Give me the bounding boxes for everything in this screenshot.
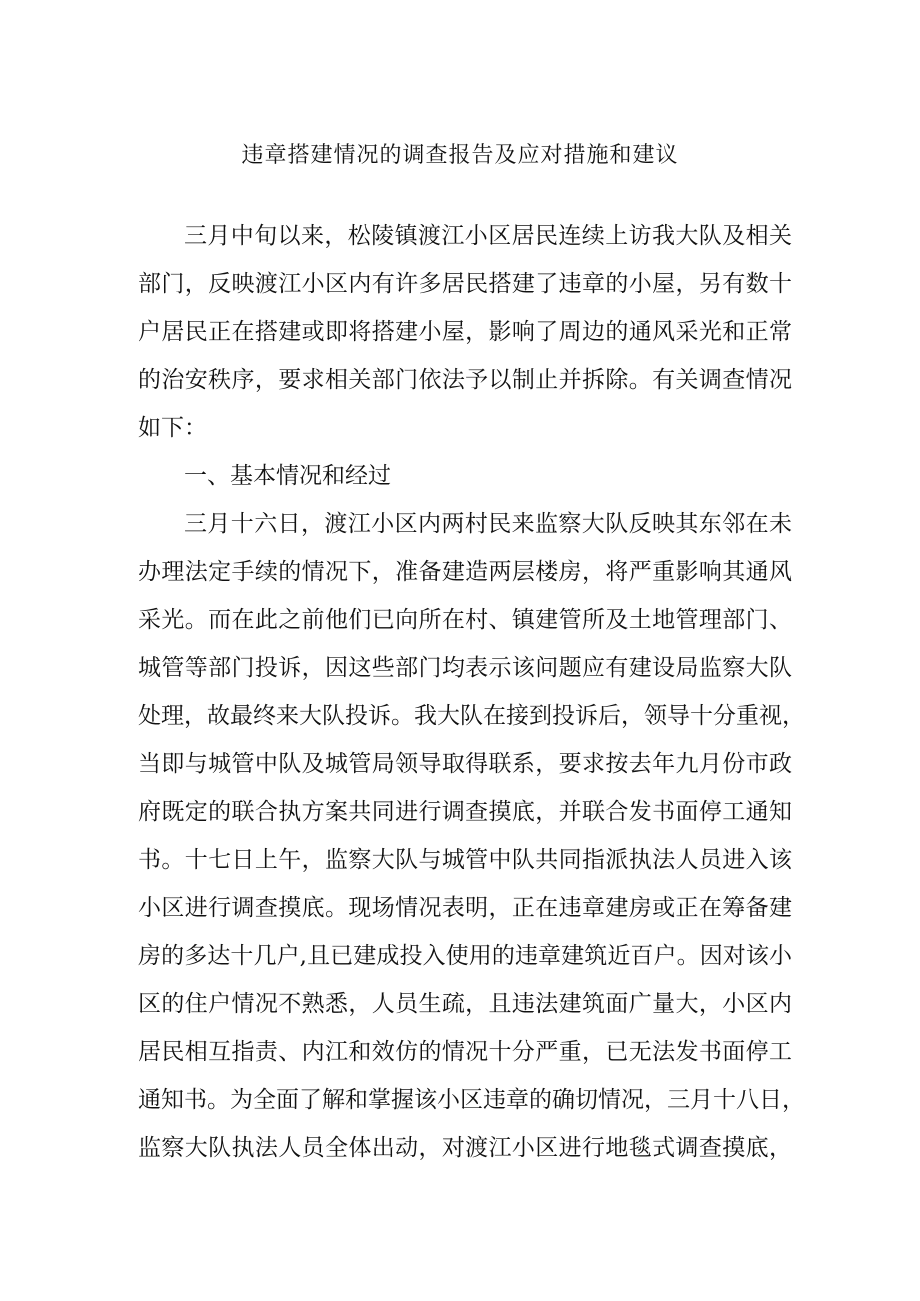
body-line: 采光。而在此之前他们已向所在村、镇建管所及土地管理部门、 [138,607,792,633]
body-line: 处理，故最终来大队投诉。我大队在接到投诉后，领导十分重视， [138,703,805,729]
body-line: 城管等部门投诉，因这些部门均表示该问题应有建设局监察大队 [138,655,792,681]
body-line: 的治安秩序，要求相关部门依法予以制止并拆除。有关调查情况 [138,367,792,393]
body-line: 当即与城管中队及城管局领导取得联系，要求按去年九月份市政 [138,751,792,777]
body-line: 监察大队执法人员全体出动，对渡江小区进行地毯式调查摸底， [138,1135,792,1161]
section-heading: 一、基本情况和经过 [184,463,391,489]
body-line: 居民相互指责、内江和效仿的情况十分严重，已无法发书面停工 [138,1039,792,1065]
body-line: 如下： [138,415,207,441]
body-line: 房的多达十几户,且已建成投入使用的违章建筑近百户。因对该小 [138,943,792,969]
body-line: 通知书。为全面了解和掌握该小区违章的确切情况，三月十八日， [138,1087,805,1113]
body-line: 府既定的联合执方案共同进行调查摸底，并联合发书面停工通知 [138,799,792,825]
body-line: 部门，反映渡江小区内有许多居民搭建了违章的小屋，另有数十 [138,271,792,297]
body-line: 区的住户情况不熟悉，人员生疏，且违法建筑面广量大，小区内 [138,991,792,1017]
body-line: 办理法定手续的情况下，准备建造两层楼房，将严重影响其通风 [138,559,792,585]
body-line: 书。十七日上午，监察大队与城管中队共同指派执法人员进入该 [138,847,792,873]
body-line: 户居民正在搭建或即将搭建小屋，影响了周边的通风采光和正常 [138,319,792,345]
body-line: 三月十六日，渡江小区内两村民来监察大队反映其东邻在未 [184,511,792,537]
body-line: 三月中旬以来，松陵镇渡江小区居民连续上访我大队及相关 [184,223,792,249]
document-title: 违章搭建情况的调查报告及应对措施和建议 [241,143,679,168]
body-line: 小区进行调查摸底。现场情况表明，正在违章建房或正在筹备建 [138,895,792,921]
